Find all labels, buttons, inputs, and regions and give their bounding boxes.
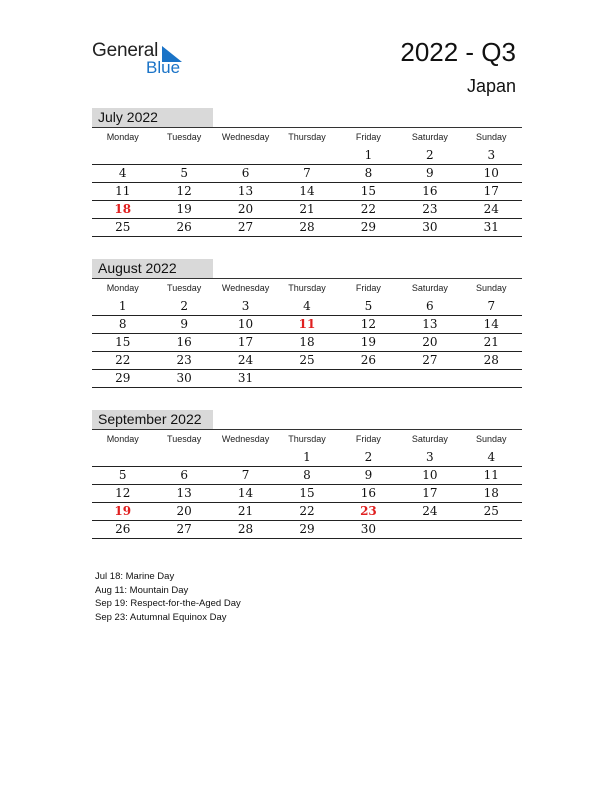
week-row <box>92 316 522 334</box>
weekday-header-row <box>92 278 522 298</box>
day-cell: 19 <box>360 335 377 349</box>
day-cell: 26 <box>115 522 131 536</box>
holiday-notes <box>95 570 241 624</box>
week-row <box>92 165 522 183</box>
weekday-header-row <box>92 127 522 147</box>
day-cell: 30 <box>360 522 377 536</box>
day-cell: 5 <box>118 468 127 482</box>
week-row <box>92 521 522 539</box>
weekday-label: Wednesday <box>221 132 270 142</box>
day-cell <box>153 449 214 466</box>
day-cell: 19 <box>176 202 192 216</box>
week-row <box>92 219 522 237</box>
day-cell <box>461 521 522 538</box>
day-cell <box>92 147 153 164</box>
day-cell: 2 <box>180 299 188 313</box>
day-cell <box>338 370 399 387</box>
holiday-day-cell: 19 <box>114 504 132 518</box>
country-name: Japan <box>466 76 516 96</box>
day-cell: 4 <box>487 450 496 464</box>
week-row <box>92 352 522 370</box>
day-cell: 16 <box>176 335 192 349</box>
day-cell: 31 <box>483 220 499 234</box>
day-cell: 5 <box>180 166 188 180</box>
day-cell: 20 <box>237 202 254 216</box>
day-cell: 13 <box>176 486 192 500</box>
day-cell: 7 <box>303 166 311 180</box>
month-calendar <box>92 259 522 388</box>
day-cell: 4 <box>118 166 127 180</box>
weekday-label: Sunday <box>476 283 507 293</box>
day-cell: 10 <box>237 317 254 331</box>
day-cell: 4 <box>303 299 311 313</box>
day-cell: 3 <box>241 299 250 313</box>
day-cell: 22 <box>360 202 377 216</box>
day-cell <box>399 370 460 387</box>
day-cell: 12 <box>176 184 192 198</box>
day-cell: 28 <box>299 220 315 234</box>
day-cell: 17 <box>422 486 438 500</box>
day-cell: 17 <box>483 184 499 198</box>
weekday-label: Thursday <box>288 132 326 142</box>
logo-general-text: General <box>92 40 159 61</box>
weekday-label: Wednesday <box>221 434 270 444</box>
day-cell: 1 <box>118 299 127 313</box>
day-cell: 21 <box>237 504 254 518</box>
day-cell: 22 <box>299 504 315 518</box>
day-cell <box>153 147 214 164</box>
week-row <box>92 183 522 201</box>
weekday-label: Saturday <box>411 434 448 444</box>
day-cell: 12 <box>115 486 131 500</box>
holiday-note: Aug 11: Mountain Day <box>95 584 189 596</box>
day-cell: 15 <box>299 486 315 500</box>
week-row <box>92 485 522 503</box>
day-cell: 13 <box>422 317 438 331</box>
week-row <box>92 147 522 165</box>
day-cell: 28 <box>483 353 499 367</box>
day-cell: 18 <box>483 486 499 500</box>
day-cell: 16 <box>422 184 438 198</box>
day-cell: 25 <box>299 353 315 367</box>
day-cell: 27 <box>176 522 192 536</box>
week-row <box>92 334 522 352</box>
day-cell: 6 <box>241 166 250 180</box>
weekday-label: Monday <box>106 283 139 293</box>
day-cell: 30 <box>422 220 438 234</box>
day-cell: 7 <box>241 468 250 482</box>
day-cell: 5 <box>364 299 373 313</box>
weekday-header-row <box>92 429 522 449</box>
day-cell <box>276 370 337 387</box>
day-cell: 9 <box>180 317 188 331</box>
day-cell: 3 <box>487 148 496 162</box>
day-cell: 31 <box>237 371 254 385</box>
month-calendar <box>92 108 522 237</box>
week-row <box>92 449 522 467</box>
weekday-label: Sunday <box>476 132 507 142</box>
day-cell: 7 <box>487 299 496 313</box>
day-cell: 14 <box>237 486 254 500</box>
day-cell: 8 <box>364 166 373 180</box>
holiday-day-cell: 18 <box>114 202 132 216</box>
day-cell: 1 <box>364 148 373 162</box>
day-cell: 26 <box>176 220 192 234</box>
day-cell: 18 <box>299 335 315 349</box>
day-cell: 3 <box>426 450 434 464</box>
weekday-label: Monday <box>106 132 139 142</box>
day-cell: 15 <box>360 184 377 198</box>
month-label: August 2022 <box>92 259 213 278</box>
weekday-label: Saturday <box>411 283 448 293</box>
holiday-note: Jul 18: Marine Day <box>95 571 175 582</box>
day-cell: 2 <box>426 148 434 162</box>
day-cell: 11 <box>483 468 499 482</box>
holiday-day-cell: 23 <box>360 504 377 518</box>
weekday-label: Tuesday <box>167 434 202 444</box>
day-cell: 29 <box>115 371 131 385</box>
day-cell: 23 <box>422 202 438 216</box>
day-cell: 10 <box>422 468 438 482</box>
weekday-label: Tuesday <box>167 283 202 293</box>
day-cell <box>461 370 522 387</box>
day-cell: 13 <box>237 184 254 198</box>
logo-blue-text: Blue <box>146 58 181 77</box>
day-cell: 25 <box>483 504 499 518</box>
day-cell: 20 <box>176 504 192 518</box>
weekday-label: Sunday <box>476 434 507 444</box>
day-cell: 16 <box>360 486 377 500</box>
week-row <box>92 298 522 316</box>
day-cell: 8 <box>118 317 127 331</box>
day-cell: 20 <box>422 335 438 349</box>
day-cell: 29 <box>360 220 377 234</box>
day-cell: 1 <box>303 450 311 464</box>
day-cell: 9 <box>426 166 434 180</box>
month-label: September 2022 <box>92 410 213 429</box>
week-row <box>92 370 522 388</box>
day-cell: 26 <box>360 353 377 367</box>
weekday-label: Tuesday <box>167 132 202 142</box>
day-cell <box>276 147 337 164</box>
day-cell: 27 <box>237 220 254 234</box>
day-cell <box>215 449 276 466</box>
day-cell: 14 <box>483 317 499 331</box>
month-calendar <box>92 410 522 539</box>
day-cell: 29 <box>299 522 315 536</box>
day-cell: 9 <box>364 468 373 482</box>
week-row <box>92 467 522 485</box>
day-cell: 24 <box>237 353 254 367</box>
week-row <box>92 201 522 219</box>
month-label: July 2022 <box>92 108 213 127</box>
day-cell: 15 <box>115 335 131 349</box>
day-cell: 14 <box>299 184 315 198</box>
day-cell: 11 <box>115 184 131 198</box>
day-cell: 6 <box>180 468 188 482</box>
day-cell: 24 <box>483 202 499 216</box>
day-cell <box>215 147 276 164</box>
holiday-note: Sep 23: Autumnal Equinox Day <box>95 611 227 623</box>
weekday-label: Saturday <box>411 132 448 142</box>
day-cell <box>399 521 460 538</box>
week-row <box>92 503 522 521</box>
weekday-label: Friday <box>355 283 381 293</box>
day-cell: 10 <box>483 166 499 180</box>
logo <box>92 40 212 80</box>
day-cell: 28 <box>237 522 254 536</box>
weekday-label: Thursday <box>288 283 326 293</box>
weekday-label: Thursday <box>288 434 326 444</box>
weekday-label: Monday <box>106 434 139 444</box>
day-cell: 2 <box>364 450 373 464</box>
weekday-label: Friday <box>355 434 381 444</box>
weekday-label: Friday <box>355 132 381 142</box>
day-cell: 30 <box>176 371 192 385</box>
day-cell: 21 <box>483 335 499 349</box>
holiday-note: Sep 19: Respect-for-the-Aged Day <box>95 598 241 609</box>
page-title: 2022 - Q3 <box>400 37 516 67</box>
day-cell: 21 <box>299 202 315 216</box>
weekday-label: Wednesday <box>221 283 270 293</box>
day-cell: 6 <box>426 299 434 313</box>
holiday-day-cell: 11 <box>298 317 316 331</box>
day-cell <box>92 449 153 466</box>
day-cell: 27 <box>422 353 438 367</box>
day-cell: 24 <box>422 504 438 518</box>
day-cell: 12 <box>360 317 377 331</box>
day-cell: 22 <box>115 353 131 367</box>
day-cell: 17 <box>237 335 254 349</box>
day-cell: 25 <box>115 220 131 234</box>
day-cell: 8 <box>303 468 311 482</box>
day-cell: 23 <box>176 353 192 367</box>
